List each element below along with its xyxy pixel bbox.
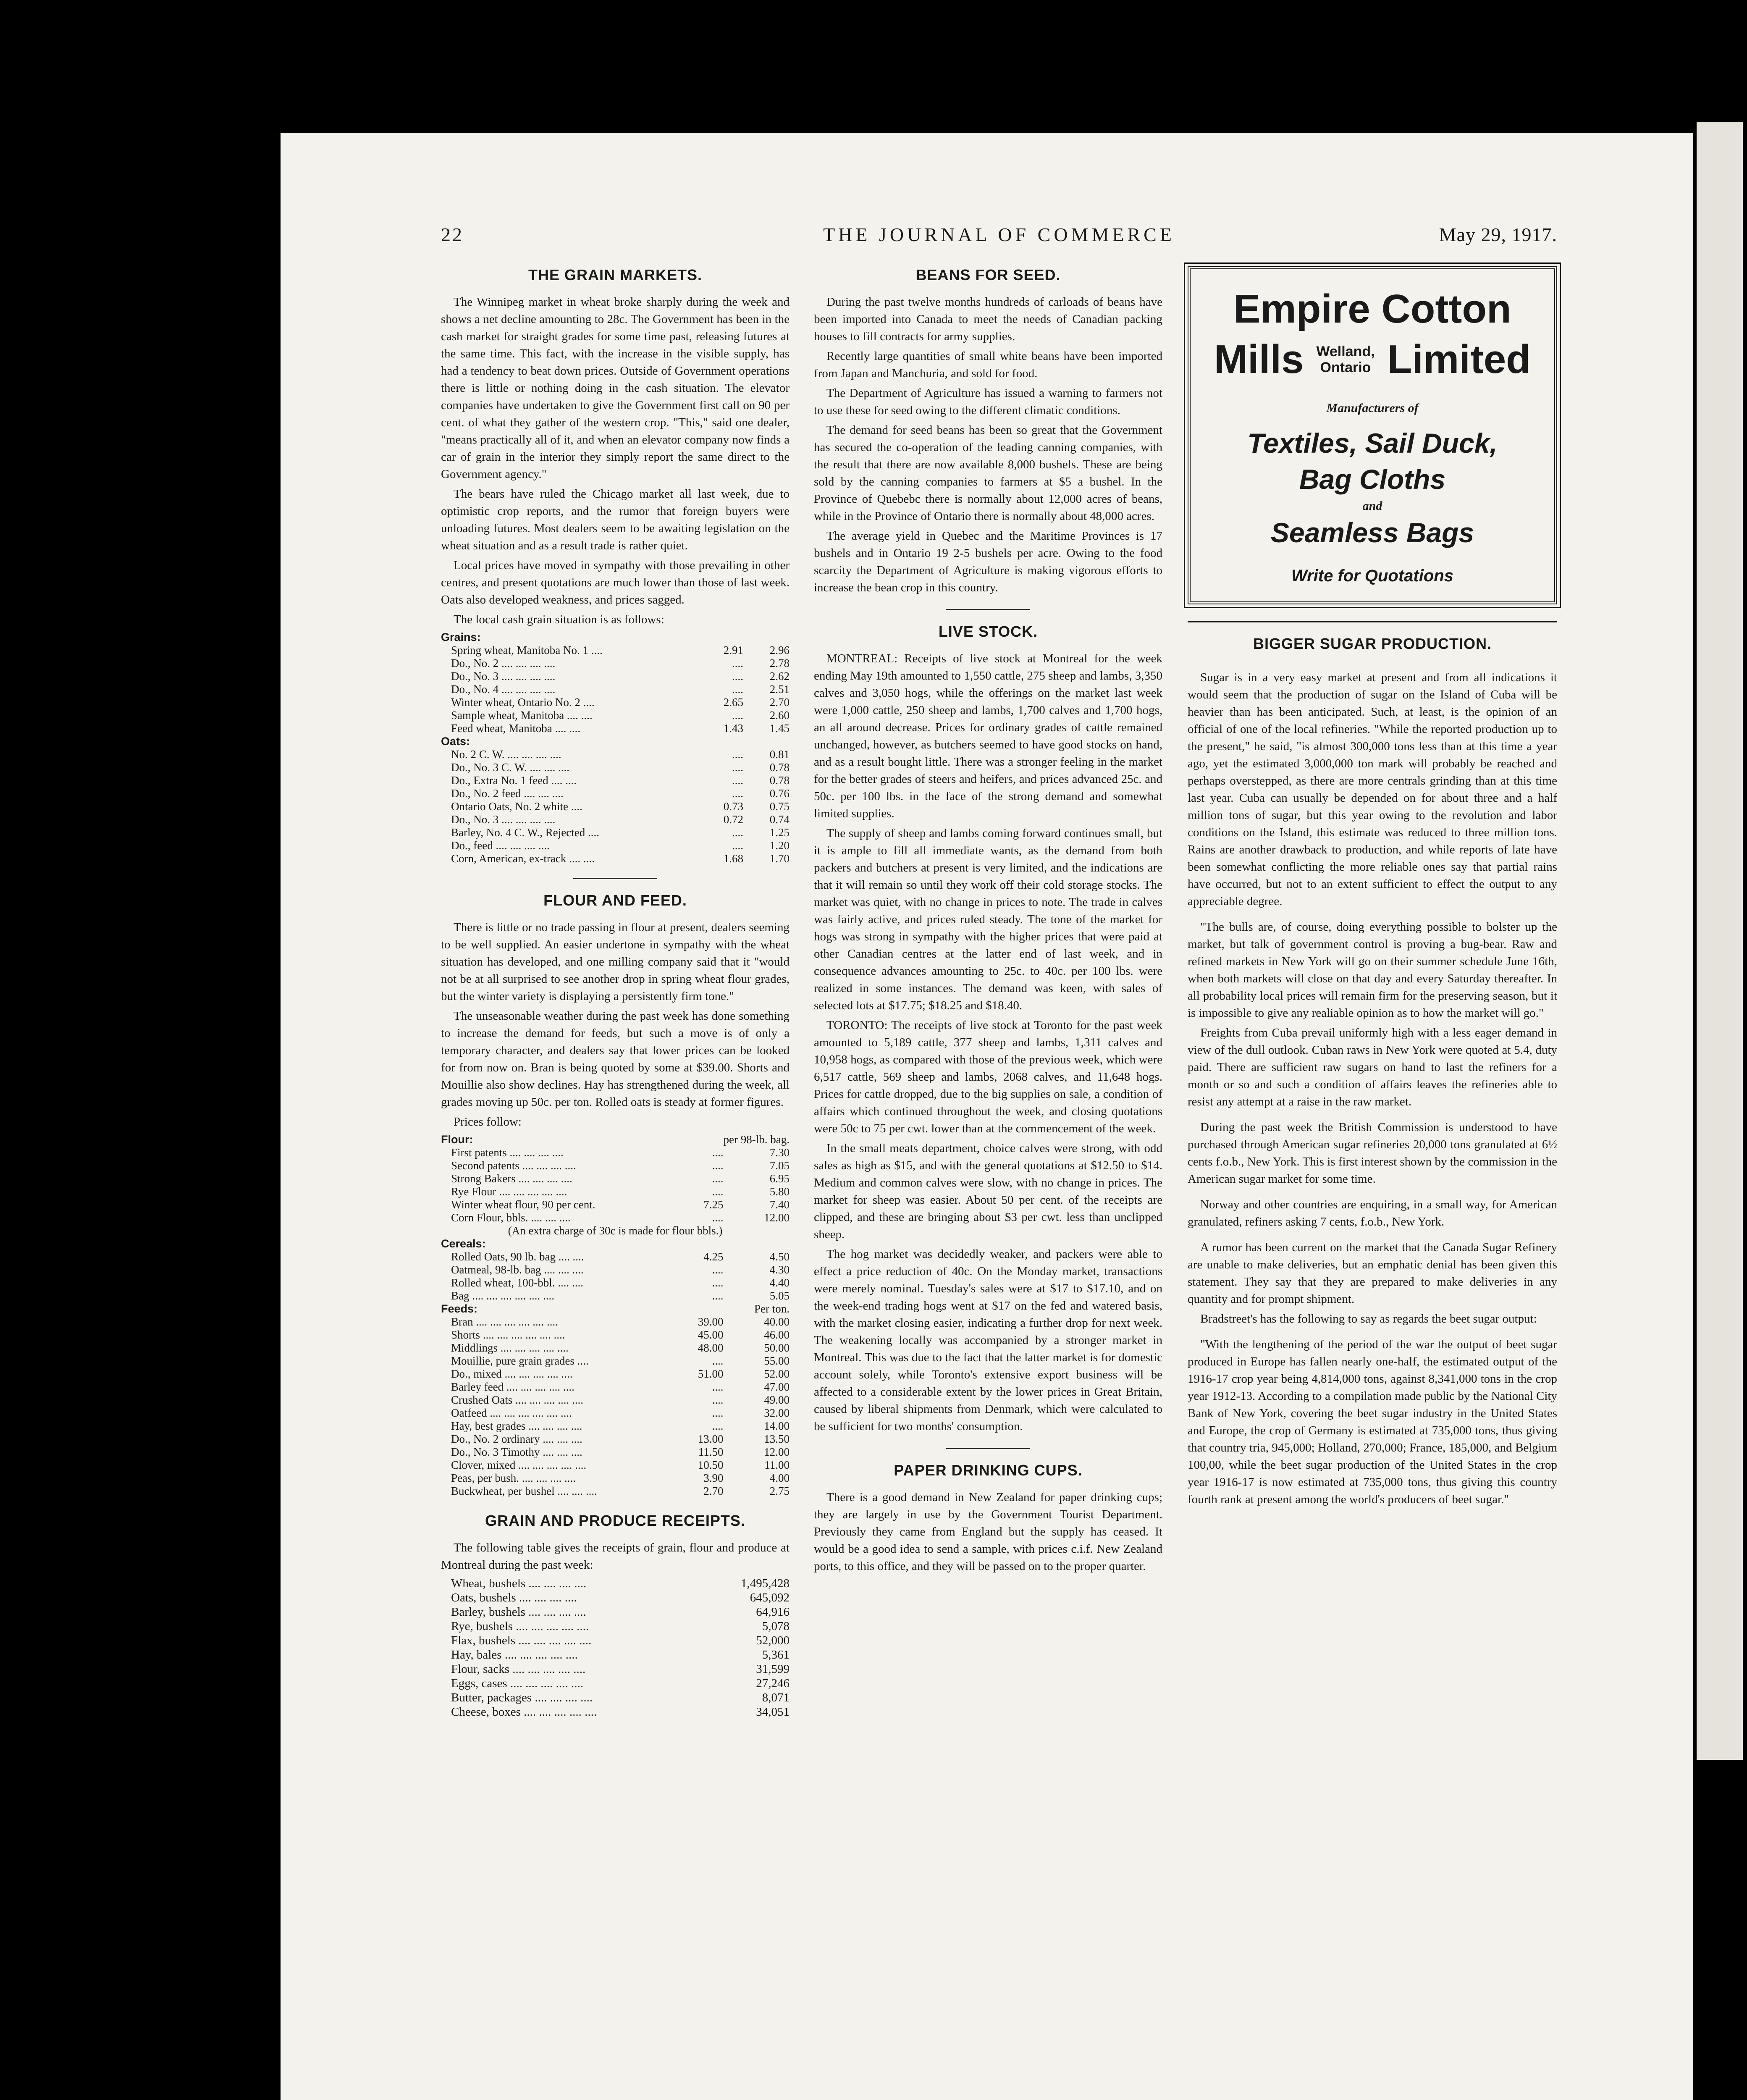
- row-label: Shorts .... .... .... .... .... ....: [451, 1328, 565, 1341]
- column-3: [1188, 259, 1557, 1511]
- column-1: [441, 259, 790, 1719]
- price-high: 52.00: [764, 1368, 790, 1380]
- price-low: 11.50: [698, 1446, 724, 1458]
- price-high: 12.00: [764, 1211, 790, 1224]
- grain-price-rows: [441, 631, 790, 865]
- ad-products-line-1: Textiles, Sail Duck,: [1247, 428, 1498, 459]
- price-low: ....: [712, 1185, 724, 1198]
- paragraph: Freights from Cuba prevail uniformly high with a less eager demand in view of the dull outlook. Cuban raws in New York were quoted at 5.4, duty paid. There are sufficient raw sugars on hand to last the refiners for a month or so and such a condition of affairs leaves the refineries able to resist any attempt at a raise in the raw market.: [1188, 1026, 1557, 1108]
- ad-location-city: Welland,: [1316, 344, 1375, 360]
- newspaper-page: [281, 133, 1693, 2100]
- price-high: 0.81: [769, 748, 790, 761]
- row-label: Wheat, bushels .... .... .... ....: [451, 1577, 587, 1590]
- price-low: 2.70: [703, 1485, 724, 1497]
- table-row: [441, 1676, 790, 1690]
- paragraph: Prices follow:: [454, 1115, 522, 1129]
- price-high: 14.00: [764, 1420, 790, 1432]
- price-high: 1.25: [769, 826, 790, 839]
- paragraph: The local cash grain situation is as follows:: [454, 613, 664, 626]
- ad-mills: Mills: [1214, 337, 1304, 382]
- price-low: [677, 1237, 724, 1250]
- paragraph: Sugar is in a very easy market at present and from all indications it would seem that the production of sugar on the Island of Cuba will be heavier than has been anticipated. Such, at least, is the opinion of an official of one of the local refineries. "While the reported production up to the present," he said, "is almost 300,000 tons less than at this time a year ago, yet the estimated 3,000,000 ton mark will probably be reached and perhaps overstepped, as there are more centrals grinding than at this time last year. Cuba can usually be depended on for about three and a half million tons of sugar, but this year owing to the revolution and labor conditions on the Island, this estimate was reduced to three million tons. Rains are another drawback to production, and while reports of late have been somewhat conflicting the more reliable ones say that partial rains have occurred, but not to an extent sufficient to effect the output to any appreciable degree.: [1188, 671, 1557, 908]
- table-row: [441, 1315, 790, 1328]
- row-label: Spring wheat, Manitoba No. 1 ....: [451, 644, 603, 656]
- table-row: [441, 722, 790, 735]
- row-value: 5,361: [762, 1648, 790, 1662]
- row-label: Do., feed .... .... .... ....: [451, 839, 550, 852]
- paragraph: MONTREAL: Receipts of live stock at Montreal for the week ending May 19th amounted to 1,550 cattle, 275 sheep and lambs, 3,350 calves and 3,050 hogs, while the offerings on the market last week were 1,000 cattle, 250 sheep and lambs, 1,700 calves and 1,700 hogs, an all around decrease. Prices for ordinary grades of cattle remained unchanged, however, as butchers seemed to have good stocks on hand, and as a result bought little. There was a stronger feeling in the market for the better grades of steers and heifers, and prices advanced 25c. and 50c. per 100 lbs. in the face of the strong demand and somewhat limited supplies.: [814, 652, 1162, 820]
- table-row: [441, 1328, 790, 1341]
- ad-location: [1316, 344, 1375, 375]
- table-row: [441, 1705, 790, 1719]
- row-label: Cereals:: [441, 1237, 486, 1250]
- ad-products-line-3: Seamless Bags: [1270, 517, 1474, 548]
- price-low: 0.72: [723, 813, 743, 826]
- row-label: Cheese, boxes .... .... .... .... ....: [451, 1705, 597, 1719]
- paragraph: During the past week the British Commission is understood to have purchased through American sugar refineries 20,000 tons granulated at 6½ cents f.o.b., New York. This is first interest shown by the commission in the American sugar market for some time.: [1188, 1121, 1557, 1186]
- table-row: [441, 1446, 790, 1459]
- price-high: 7.05: [769, 1159, 790, 1172]
- table-row: [441, 1662, 790, 1676]
- price-high: [743, 735, 790, 748]
- table-category-row: [441, 735, 790, 748]
- row-label: Middlings .... .... .... .... ....: [451, 1341, 569, 1354]
- price-low: 39.00: [698, 1315, 724, 1328]
- table-row: [441, 1368, 790, 1381]
- divider: [1188, 621, 1557, 622]
- paragraph: The Department of Agriculture has issued a warning to farmers not to use these for seed owing to the different climatic conditions.: [814, 386, 1162, 417]
- paragraph: The demand for seed beans has been so great that the Government has secured the co-operation of the leading canning companies, with the result that there are now available 8,000 bushels. These are being sold by the canning companies to farmers at $5 a bushel. In the Province of Quebebc there is normally about 12,000 acres of beans, while in the Province of Ontario there is normally about 48,000 acres.: [814, 423, 1162, 523]
- price-high: 47.00: [764, 1381, 790, 1393]
- price-low: ....: [712, 1407, 724, 1419]
- row-label: Corn, American, ex-track .... ....: [451, 852, 595, 865]
- price-low: 7.25: [703, 1198, 724, 1211]
- row-label: Feeds:: [441, 1302, 478, 1315]
- publication-title: THE JOURNAL OF COMMERCE: [823, 224, 1175, 245]
- table-row: [441, 1576, 790, 1591]
- row-label: Hay, bales .... .... .... .... ....: [451, 1648, 578, 1662]
- receipts-title: GRAIN AND PRODUCE RECEIPTS.: [485, 1512, 745, 1529]
- empire-cotton-advertisement: [1188, 266, 1557, 604]
- price-low: ....: [712, 1276, 724, 1289]
- price-low: [697, 735, 743, 748]
- ad-location-province: Ontario: [1320, 360, 1371, 375]
- price-low: [697, 631, 743, 644]
- table-row: [441, 657, 790, 670]
- paragraph: Bradstreet's has the following to say as regards the beet sugar output:: [1200, 1312, 1537, 1326]
- price-low: ....: [732, 683, 743, 696]
- divider: [946, 609, 1030, 610]
- paragraph: In the small meats department, choice calves were strong, with odd sales as high as $15, and with the general quotations at $12.50 to $14. Medium and common calves were slow, with no change in prices. The market for sheep was easier. About 50 per cent. of the receipts are clipped, and these are bringing about $3 per cwt. less than unclipped sheep.: [814, 1142, 1162, 1241]
- divider: [573, 878, 657, 879]
- price-low: 10.50: [698, 1459, 724, 1471]
- price-high: 1.45: [769, 722, 790, 735]
- table-row: [441, 1690, 790, 1705]
- paragraph: The bears have ruled the Chicago market all last week, due to optimistic crop reports, and the rumor that foreign buyers were unloading futures. Most dealers seem to be awaiting legislation on the wheat situation and as a result trade is rather quiet.: [441, 487, 790, 552]
- paragraph: The supply of sheep and lambs coming forward continues small, but it is ample to fill all immediate wants, as the demand from both packers and butchers at present is very limited, and the indications are that it will remain so until they work off their cold storage stocks. The market was quiet, with no change in prices to note. The trade in calves was fairly active, and prices ruled steady. The tone of the market for hogs was strong in sympathy with the higher prices that were paid at other Canadian centres at the latter end of last week, and in consequence advances amounting to 25c. to 40c. per 100 lbs. were realized in some instances. The demand was keen, with sales of selected lots at $17.75; $18.25 and $18.40.: [814, 827, 1162, 1012]
- table-row: [441, 1459, 790, 1472]
- row-label: Eggs, cases .... .... .... .... ....: [451, 1677, 583, 1690]
- price-low: [677, 1133, 724, 1146]
- price-low: 13.00: [698, 1433, 724, 1445]
- row-label: Ontario Oats, No. 2 white ....: [451, 800, 582, 813]
- price-high: 32.00: [764, 1407, 790, 1419]
- price-high: 11.00: [764, 1459, 790, 1471]
- price-high: 2.60: [769, 709, 790, 722]
- paragraph: Local prices have moved in sympathy with those prevailing in other centres, and present quotations are much lower than those of last week. Oats also developed weakness, and prices sagged.: [441, 559, 790, 606]
- row-value: 8,071: [762, 1691, 790, 1704]
- page-number: 22: [441, 224, 464, 245]
- table-row: [441, 1591, 790, 1605]
- table-category-row: [441, 1133, 790, 1146]
- column-2: [814, 259, 1162, 1578]
- table-row: [441, 1394, 790, 1407]
- row-label: Do., No. 4 .... .... .... ....: [451, 683, 556, 696]
- price-high: 4.30: [769, 1263, 790, 1276]
- paragraph: The hog market was decidedly weaker, and packers were able to effect a price reduction of 40c. On the Monday market, transactions were merely nominal. Tuesday's sales were at $17 to $17.10, and on the week-end trading hogs went at $17 on the fed and watered basis, with the market closing easier, indicating a further drop for next week. The weakening locally was accompanied by a stronger market in Montreal. This was due to the fact that the latter market is for domestic account solely, while Toronto's extensive export business will be affected to a considerable extent by the lower prices in Great Britain, caused by liberal shipments from Denmark, which were calculated to be sufficient for two months' consumption.: [814, 1247, 1162, 1433]
- table-row: [441, 683, 790, 696]
- table-row: [441, 1407, 790, 1420]
- row-label: First patents .... .... .... ....: [451, 1146, 564, 1159]
- price-low: ....: [712, 1172, 724, 1185]
- divider: [946, 1448, 1030, 1449]
- row-label: Clover, mixed .... .... .... .... ....: [451, 1459, 587, 1471]
- table-row: [441, 1263, 790, 1276]
- price-high: 7.40: [769, 1198, 790, 1211]
- table-category-row: [441, 1302, 790, 1315]
- table-row: [441, 644, 790, 657]
- price-high: Per ton.: [754, 1302, 790, 1315]
- row-label: Do., mixed .... .... .... .... ....: [451, 1368, 573, 1380]
- table-row: [441, 800, 790, 813]
- row-label: Peas, per bush. .... .... .... ....: [451, 1472, 576, 1484]
- price-high: per 98-lb. bag.: [723, 1133, 790, 1146]
- beans-title: BEANS FOR SEED.: [915, 266, 1061, 284]
- price-high: [743, 631, 790, 644]
- price-high: 0.78: [769, 761, 790, 774]
- row-label: Do., No. 2 ordinary .... .... ....: [451, 1433, 582, 1445]
- grain-markets-title: THE GRAIN MARKETS.: [528, 266, 702, 284]
- price-low: [677, 1302, 724, 1315]
- price-low: 4.25: [703, 1250, 724, 1263]
- receipts-table: [441, 1576, 790, 1719]
- table-category-row: [441, 631, 790, 644]
- table-note-row: [441, 1224, 790, 1237]
- row-label: Second patents .... .... .... ....: [451, 1159, 576, 1172]
- price-low: 51.00: [698, 1368, 724, 1380]
- price-high: 4.50: [769, 1250, 790, 1263]
- price-high: [724, 1237, 790, 1250]
- row-label: Feed wheat, Manitoba .... ....: [451, 722, 581, 735]
- price-high: 7.30: [769, 1146, 790, 1159]
- row-label: Do., No. 2 feed .... .... ....: [451, 787, 564, 800]
- price-low: ....: [732, 761, 743, 774]
- row-label: Bag .... .... .... .... .... ....: [451, 1289, 554, 1302]
- issue-date: May 29, 1917.: [1439, 224, 1557, 245]
- flour-feed-price-rows: [441, 1133, 790, 1498]
- price-low: ....: [732, 709, 743, 722]
- table-row: [441, 839, 790, 852]
- paragraph: TORONTO: The receipts of live stock at Toronto for the past week amounted to 5,189 cattle, 377 sheep and lambs, 1,311 calves and 10,958 hogs, as compared with those of the previous week, which were 6,517 cattle, 569 sheep and lambs, 2068 calves, and 11,648 hogs. Prices for cattle dropped, due to the big supplies on sale, a condition of affairs which continued throughout the week, and closing quotations were 50c to 75 per cwt. lower than at the commencement of the week.: [814, 1018, 1162, 1135]
- price-low: ....: [732, 826, 743, 839]
- price-high: 13.50: [764, 1433, 790, 1445]
- row-label: Buckwheat, per bushel .... .... ....: [451, 1485, 597, 1497]
- price-low: 48.00: [698, 1341, 724, 1354]
- price-low: 3.90: [703, 1472, 724, 1484]
- paragraph: "The bulls are, of course, doing everything possible to bolster up the market, but talk of government control is proving a bug-bear. Raw and refined markets in New York will go on their summer schedule June 16th, when both markets will close on that day and every Saturday thereafter. In all probability local prices will remain firm for the preserving season, but it is impossible to give any realiable opinion as to how the market will go.": [1188, 920, 1557, 1020]
- price-low: 45.00: [698, 1328, 724, 1341]
- table-row: [441, 787, 790, 800]
- price-high: 40.00: [764, 1315, 790, 1328]
- price-low: 0.73: [723, 800, 743, 813]
- price-high: 5.05: [769, 1289, 790, 1302]
- price-low: ....: [732, 839, 743, 852]
- paragraph: There is little or no trade passing in flour at present, dealers seeming to be well supplied. An easier undertone in sympathy with the wheat situation has developed, and one milling company said that it "would not be at all surprised to see another drop in spring wheat flour grades, but the winter variety is displaying a persistently firm tone.": [441, 921, 790, 1003]
- row-label: Butter, packages .... .... .... ....: [451, 1691, 593, 1704]
- row-value: 64,916: [756, 1605, 790, 1619]
- ad-write-for-quotations: Write for Quotations: [1291, 567, 1453, 585]
- row-label: Oats:: [441, 735, 470, 748]
- table-row: [441, 1341, 790, 1354]
- table-row: [441, 1146, 790, 1159]
- row-label: Flax, bushels .... .... .... .... ....: [451, 1634, 592, 1647]
- price-low: ....: [712, 1289, 724, 1302]
- row-label: Strong Bakers .... .... .... ....: [451, 1172, 572, 1185]
- table-row: [441, 1198, 790, 1211]
- price-high: 1.20: [769, 839, 790, 852]
- ad-company-name: Empire Cotton: [1233, 286, 1511, 331]
- row-label: Oatmeal, 98-lb. bag .... .... ....: [451, 1263, 584, 1276]
- paragraph: A rumor has been current on the market that the Canada Sugar Refinery are unable to make deliveries, but an emphatic denial has been given this statement. They say that they are prepared to make deliveries in any quantity and for prompt shipment.: [1188, 1241, 1557, 1306]
- receipts-rows: [441, 1576, 790, 1719]
- row-label: Grains:: [441, 631, 481, 643]
- table-row: [441, 1159, 790, 1172]
- price-high: 2.96: [769, 644, 790, 656]
- ad-manufacturers-of: Manufacturers of: [1326, 401, 1419, 415]
- paragraph: "With the lengthening of the period of the war the output of beet sugar produced in Europe has fallen nearly one-half, the estimated output of the 1916-17 crop year being 4,814,000 tons, against 8,341,000 tons in the crop year 1912-13. According to a compilation made public by the National City Bank of New York, covering the beet sugar industry in the United States and Europe, the crop of Germany is estimated at 735,000 tons, thus giving that country tria, 945,000; Holland, 270,000; France, 185,000, and Belgium 100,00, while the beet sugar production of the United States in the crop year 1916-17 is now estimated at 735,000 tons, thus giving this country fourth rank at present among the world's producers of beet sugar.": [1188, 1338, 1557, 1506]
- row-label: Flour, sacks .... .... .... .... ....: [451, 1662, 586, 1676]
- ad-limited: Limited: [1387, 337, 1531, 382]
- price-low: ....: [712, 1354, 724, 1367]
- table-row: [441, 748, 790, 761]
- grain-price-table: [441, 631, 790, 865]
- row-label: Sample wheat, Manitoba .... ....: [451, 709, 593, 722]
- row-label: Barley, bushels .... .... .... ....: [451, 1605, 586, 1619]
- table-row: [441, 852, 790, 865]
- paragraph: During the past twelve months hundreds of carloads of beans have been imported into Canada to meet the needs of Canadian packing houses to fill contracts for army supplies.: [814, 295, 1162, 343]
- row-label: Winter wheat flour, 90 per cent.: [451, 1198, 595, 1211]
- row-label: Corn Flour, bbls. .... .... ....: [451, 1211, 571, 1224]
- row-value: 31,599: [756, 1662, 790, 1676]
- paragraph: Recently large quantities of small white beans have been imported from Japan and Manchuria, and sold for food.: [814, 349, 1162, 380]
- row-label: No. 2 C. W. .... .... .... ....: [451, 748, 561, 761]
- paragraph: There is a good demand in New Zealand for paper drinking cups; they are largely in use by the Government Tourist Department. Previously they came from England but the supply has ceased. It would be a good idea to send a sample, with prices c.i.f. New Zealand ports, to this office, and they will be passed on to the proper quarter.: [814, 1491, 1162, 1573]
- table-row: [441, 1648, 790, 1662]
- table-row: [441, 1250, 790, 1263]
- price-high: 0.74: [769, 813, 790, 826]
- live-stock-title: LIVE STOCK.: [938, 623, 1038, 640]
- price-high: 0.78: [769, 774, 790, 787]
- row-value: 645,092: [750, 1591, 790, 1604]
- row-value: 52,000: [756, 1634, 790, 1647]
- price-low: ....: [732, 670, 743, 682]
- row-label: Rye Flour .... .... .... .... ....: [451, 1185, 567, 1198]
- grain-markets-body: [441, 294, 790, 628]
- table-row: [441, 1420, 790, 1433]
- row-label: Rye, bushels .... .... .... .... ....: [451, 1620, 589, 1633]
- row-label: Bran .... .... .... .... .... ....: [451, 1315, 558, 1328]
- paragraph: Norway and other countries are enquiring, in a small way, for American granulated, refiners asking 7 cents, f.o.b., New York.: [1188, 1198, 1557, 1228]
- row-value: 34,051: [756, 1705, 790, 1719]
- paragraph: The average yield in Quebec and the Maritime Provinces is 17 bushels and in Ontario 19 2-5 bushels per acre. Owing to the food scarcity the Department of Agriculture is making vigorous efforts to increase the bean crop in this country.: [814, 529, 1162, 594]
- paragraph: The Winnipeg market in wheat broke sharply during the week and shows a net decline amounting to 28c. The Government has been in the cash market for straight grades for some time past, releasing futures at the same time. This fact, with the increase in the visible supply, has had a tendency to beat down prices. Outside of Government operations there is little or nothing doing in the cash situation. The elevator companies have undertaken to give the Government first call on 90 per cent. of what they gather of the western crop. "This," said one dealer, "means practically all of it, and when an elevator company now finds a car of grain in the interior they simply report the same direct to the Government agency.": [441, 295, 790, 481]
- table-row: [441, 826, 790, 839]
- table-row: [441, 1381, 790, 1394]
- row-label: Do., No. 3 .... .... .... ....: [451, 670, 556, 682]
- price-low: ....: [712, 1381, 724, 1393]
- row-label: Do., No. 2 .... .... .... ....: [451, 657, 556, 669]
- row-label: Hay, best grades .... .... .... ....: [451, 1420, 582, 1432]
- price-high: 2.75: [769, 1485, 790, 1497]
- ad-products-line-2: Bag Cloths: [1299, 464, 1446, 495]
- price-low: ....: [712, 1420, 724, 1432]
- row-label: Do., No. 3 Timothy .... .... ....: [451, 1446, 582, 1458]
- table-row: [441, 1433, 790, 1446]
- ad-mills-row: [1199, 336, 1546, 383]
- price-high: 0.75: [769, 800, 790, 813]
- row-label: Flour:: [441, 1133, 473, 1146]
- table-row: [441, 1289, 790, 1302]
- table-row: [441, 1605, 790, 1619]
- row-label: Oatfeed .... .... .... .... .... ....: [451, 1407, 572, 1419]
- price-low: ....: [712, 1146, 724, 1159]
- price-high: 1.70: [769, 852, 790, 865]
- table-row: [441, 1185, 790, 1198]
- ad-and: and: [1362, 499, 1382, 513]
- table-row: [441, 1485, 790, 1498]
- price-high: 12.00: [764, 1446, 790, 1458]
- price-high: 2.70: [769, 696, 790, 709]
- row-label: Rolled wheat, 100-bbl. .... ....: [451, 1276, 583, 1289]
- row-label: Do., No. 3 .... .... .... ....: [451, 813, 556, 826]
- row-label: Winter wheat, Ontario No. 2 ....: [451, 696, 595, 709]
- row-label: Do., Extra No. 1 feed .... ....: [451, 774, 577, 787]
- table-note: (An extra charge of 30c is made for flour bbls.): [508, 1224, 723, 1237]
- price-high: 55.00: [764, 1354, 790, 1367]
- price-high: 49.00: [764, 1394, 790, 1406]
- row-label: Oats, bushels .... .... .... ....: [451, 1591, 577, 1604]
- price-low: 1.43: [723, 722, 743, 735]
- price-high: 46.00: [764, 1328, 790, 1341]
- row-label: Mouillie, pure grain grades ....: [451, 1354, 589, 1367]
- table-row: [441, 761, 790, 774]
- price-high: 4.40: [769, 1276, 790, 1289]
- price-low: 2.91: [723, 644, 743, 656]
- price-low: ....: [712, 1263, 724, 1276]
- price-high: 6.95: [769, 1172, 790, 1185]
- page-header: [441, 223, 1557, 253]
- price-low: 1.68: [723, 852, 743, 865]
- price-low: ....: [712, 1211, 724, 1224]
- row-value: 1,495,428: [741, 1577, 790, 1590]
- row-label: Do., No. 3 C. W. .... .... ....: [451, 761, 570, 774]
- table-row: [441, 696, 790, 709]
- price-low: ....: [732, 787, 743, 800]
- table-row: [441, 1172, 790, 1185]
- row-label: Crushed Oats .... .... .... .... ....: [451, 1394, 583, 1406]
- table-row: [441, 1211, 790, 1224]
- price-low: ....: [732, 774, 743, 787]
- price-low: ....: [712, 1159, 724, 1172]
- price-low: ....: [732, 657, 743, 669]
- receipts-intro: The following table gives the receipts of grain, flour and produce at Montreal during the past week:: [441, 1541, 790, 1572]
- table-row: [441, 1276, 790, 1289]
- sugar-title: BIGGER SUGAR PRODUCTION.: [1253, 635, 1492, 652]
- table-row: [441, 1633, 790, 1648]
- table-row: [441, 1619, 790, 1633]
- price-high: 2.78: [769, 657, 790, 669]
- price-high: 0.76: [769, 787, 790, 800]
- row-label: Barley feed .... .... .... .... ....: [451, 1381, 574, 1393]
- table-row: [441, 774, 790, 787]
- row-value: 27,246: [756, 1677, 790, 1690]
- price-low: ....: [712, 1394, 724, 1406]
- price-high: 2.51: [769, 683, 790, 696]
- table-row: [441, 709, 790, 722]
- price-low: 2.65: [723, 696, 743, 709]
- price-low: ....: [732, 748, 743, 761]
- paper-cups-title: PAPER DRINKING CUPS.: [894, 1462, 1083, 1479]
- table-row: [441, 1472, 790, 1485]
- table-row: [441, 670, 790, 683]
- row-value: 5,078: [762, 1620, 790, 1633]
- price-high: 50.00: [764, 1341, 790, 1354]
- paragraph: The unseasonable weather during the past week has done something to increase the demand for feeds, but such a move is of only a temporary character, and dealers say that lower prices can be looked for from now on. Bran is being quoted by some at $39.00. Shorts and Mouillie also show declines. Hay has strengthened during the week, all grades moving up 50c. per ton. Rolled oats is steady at former figures.: [441, 1009, 790, 1109]
- flour-feed-title: FLOUR AND FEED.: [543, 892, 687, 909]
- row-label: Barley, No. 4 C. W., Rejected ....: [451, 826, 599, 839]
- price-high: 4.00: [769, 1472, 790, 1484]
- adjacent-page-edge: [1697, 122, 1743, 1760]
- table-category-row: [441, 1237, 790, 1250]
- table-row: [441, 813, 790, 826]
- price-high: 2.62: [769, 670, 790, 682]
- table-row: [441, 1354, 790, 1368]
- price-high: 5.80: [769, 1185, 790, 1198]
- row-label: Rolled Oats, 90 lb. bag .... ....: [451, 1250, 584, 1263]
- flour-feed-price-table: [441, 1133, 790, 1498]
